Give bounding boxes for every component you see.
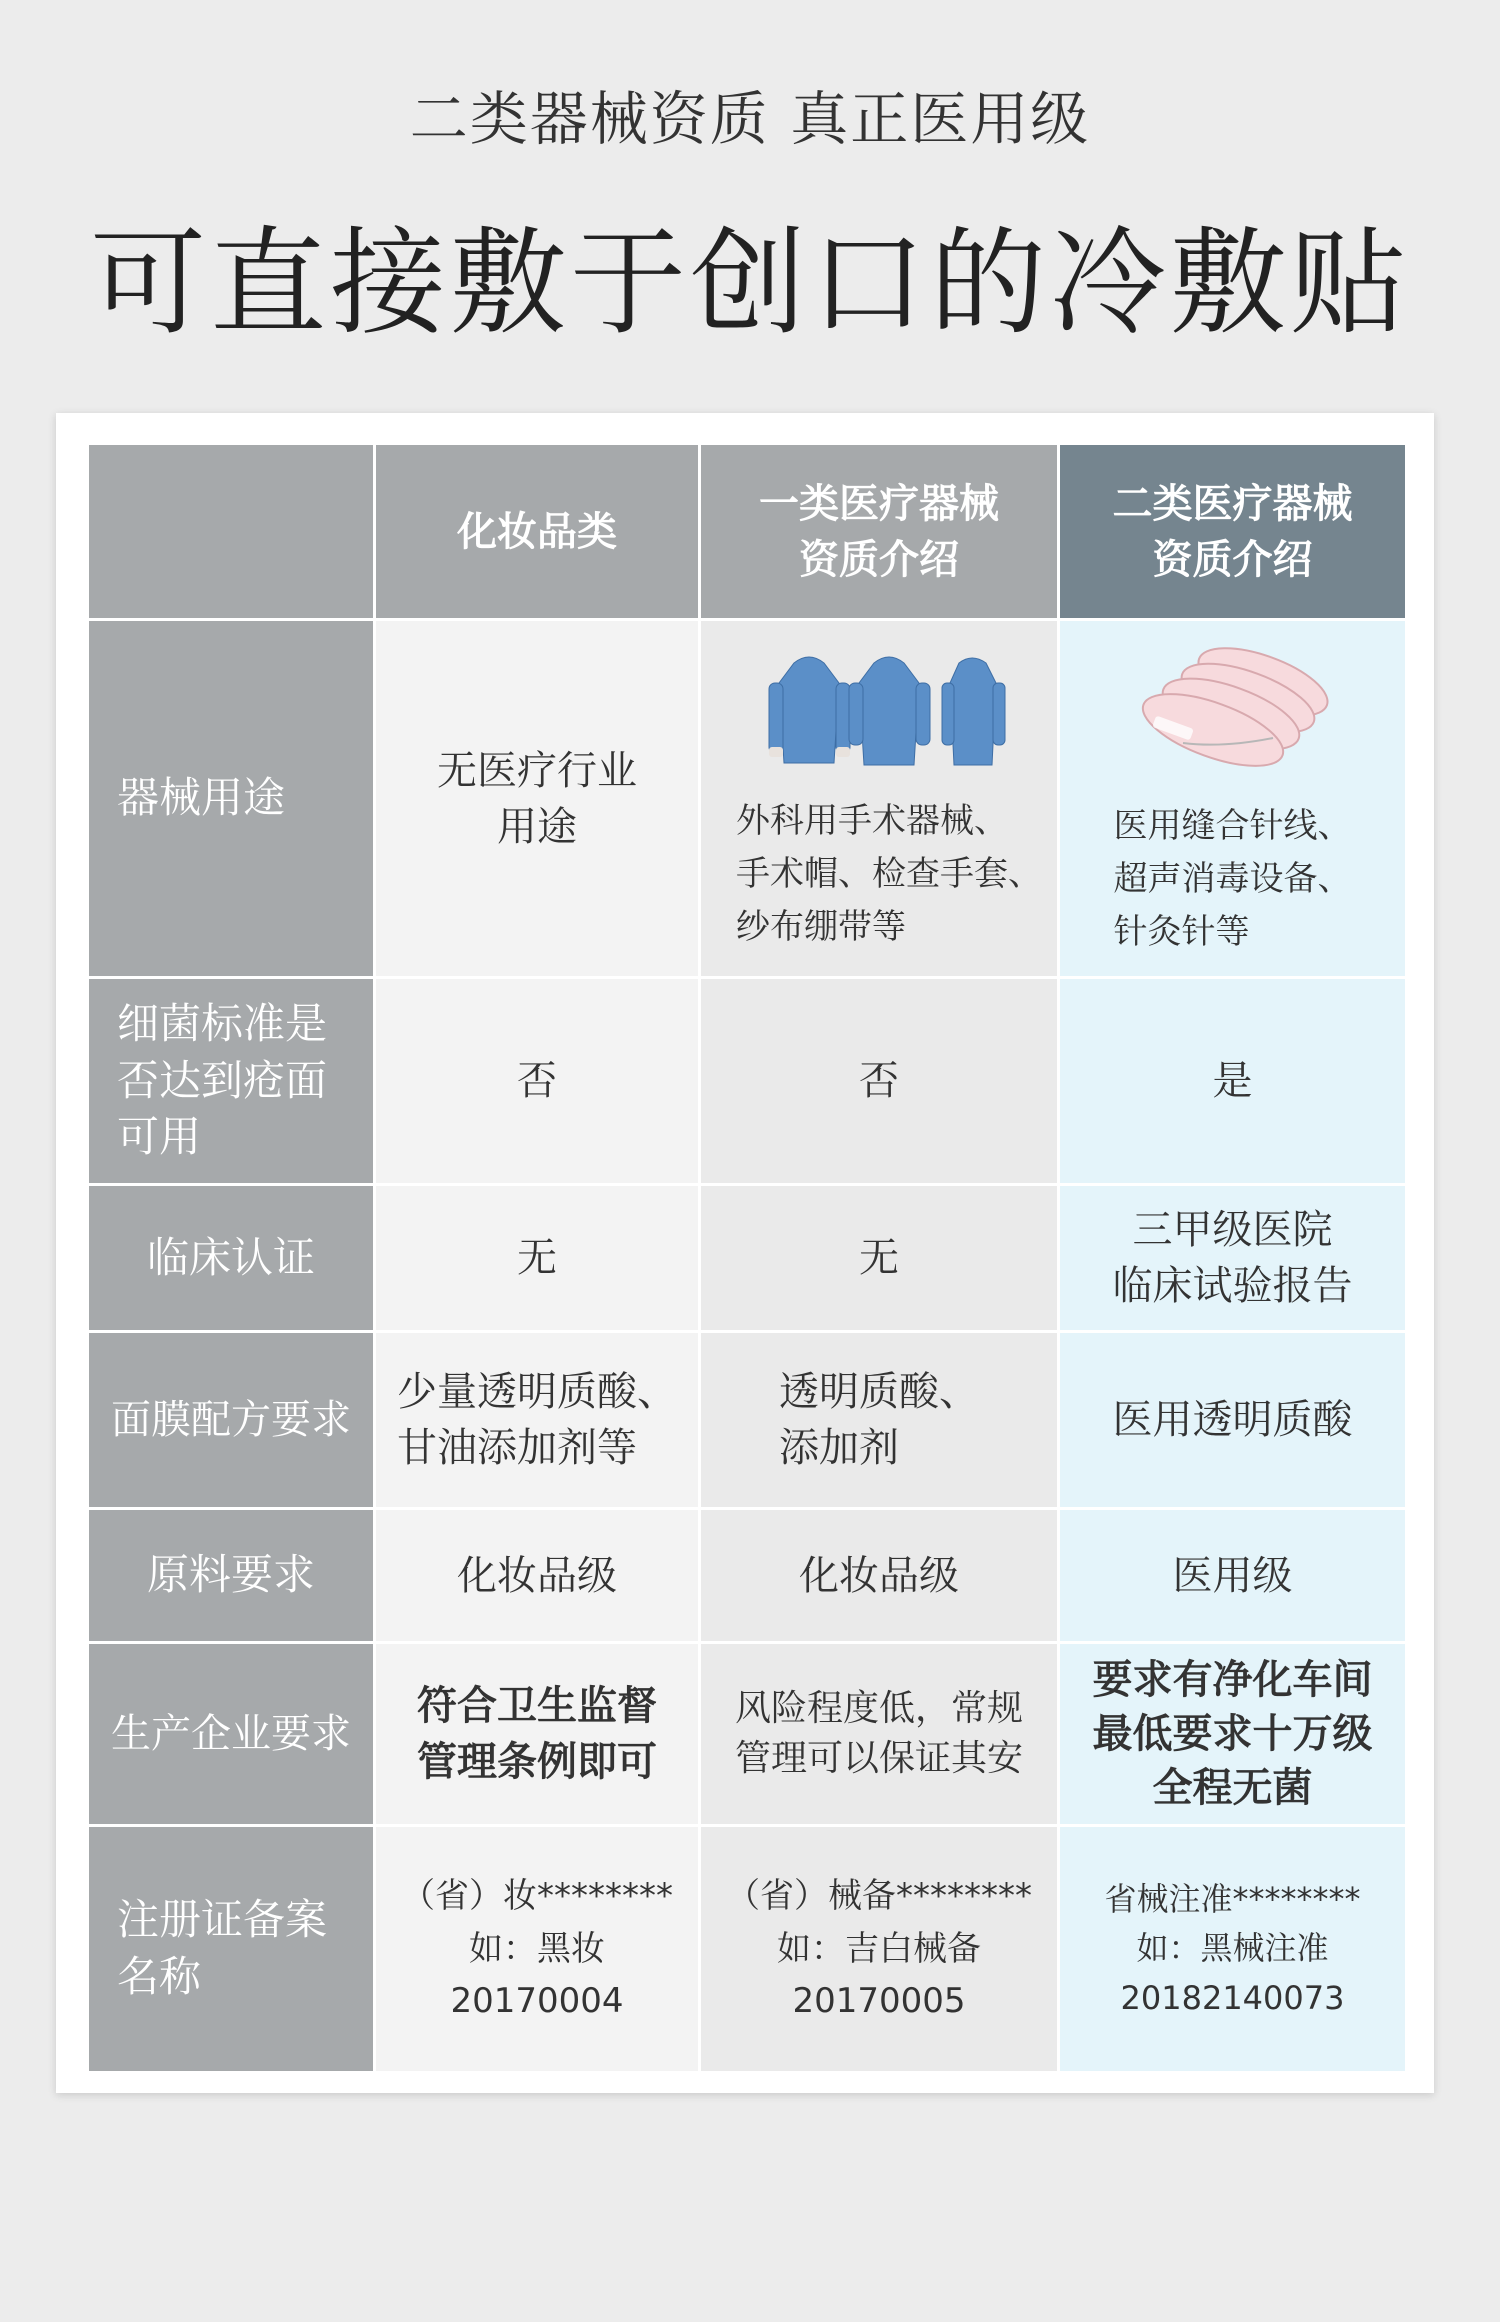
cell-material-class2 [1060, 1510, 1405, 1641]
row-label-clinical [89, 1186, 373, 1330]
cell-formula-class1 [701, 1333, 1057, 1507]
cell-clinical-cosmetics [376, 1186, 698, 1330]
cell-manufacturer-cosmetics [376, 1644, 698, 1824]
cell-text: 要求有净化车间 最低要求十万级 全程无菌 [1092, 1657, 1373, 1811]
cell-text: （省）械备******** 如：吉白械备 20170005 [726, 1875, 1032, 2022]
header-label: 化妆品类 [457, 508, 617, 555]
cell-formula-cosmetics [376, 1333, 698, 1507]
row-label-material [89, 1510, 373, 1641]
cell-manufacturer-class2 [1060, 1644, 1405, 1824]
row-label: 面膜配方要求 [111, 1397, 351, 1443]
cell-manufacturer-class1 [701, 1644, 1057, 1824]
row-label: 临床认证 [146, 1232, 315, 1282]
cell-formula-class2 [1060, 1333, 1405, 1507]
cell-bacteria-class2 [1060, 979, 1405, 1183]
row-label: 生产企业要求 [111, 1711, 351, 1757]
cell-registration-cosmetics [376, 1827, 698, 2071]
cell-text: 化妆品级 [799, 1552, 959, 1599]
surgical-gown-icon [764, 643, 1014, 777]
header-class1 [701, 445, 1057, 618]
cell-text: 否 [517, 1058, 557, 1104]
subtitle: 二类器械资质 真正医用级 [409, 85, 1091, 153]
cell-bacteria-cosmetics [376, 979, 698, 1183]
cell-bacteria-class1 [701, 979, 1057, 1183]
cell-clinical-class1 [701, 1186, 1057, 1330]
cell-text: 透明质酸、 添加剂 [779, 1369, 979, 1471]
cell-text: 医用级 [1172, 1552, 1293, 1599]
row-label: 器械用途 [117, 773, 286, 823]
cell-text: 否 [859, 1058, 899, 1104]
cell-text: 三甲级医院 临床试验报告 [1112, 1207, 1353, 1309]
cell-usage-cosmetics [376, 621, 698, 976]
cell-text: 少量透明质酸、 甘油添加剂等 [397, 1369, 677, 1471]
row-label-usage [89, 621, 373, 976]
row-label-bacteria [89, 979, 373, 1183]
cell-text: 无 [517, 1235, 557, 1281]
cell-text: 风险程度低，常规 管理可以保证其安 [734, 1687, 1023, 1779]
row-label: 细菌标准是 否达到疮面 可用 [117, 998, 328, 1162]
cell-text: 是 [1212, 1058, 1253, 1104]
header-cosmetics [376, 445, 698, 618]
cell-text: 化妆品级 [457, 1552, 617, 1599]
header-class2 [1060, 445, 1405, 618]
header-label: 二类医疗器械 资质介绍 [1112, 480, 1353, 583]
cell-clinical-class2 [1060, 1186, 1405, 1330]
cell-text: 医用缝合针线、 超声消毒设备、 针灸针等 [1113, 806, 1352, 952]
header-label: 一类医疗器械 资质介绍 [759, 480, 999, 583]
cell-usage-class2 [1060, 621, 1405, 976]
cell-registration-class2 [1060, 1827, 1405, 2071]
row-label-registration [89, 1827, 373, 2071]
cell-text: （省）妆******** 如：黑妆 20170004 [401, 1875, 673, 2022]
suture-packs-icon [1113, 638, 1353, 782]
cell-text: 外科用手术器械、 手术帽、检查手套、 纱布绷带等 [736, 801, 1042, 947]
cell-material-cosmetics [376, 1510, 698, 1641]
comparison-table [89, 445, 1405, 2071]
row-label: 原料要求 [146, 1550, 315, 1600]
cell-text: 符合卫生监督 管理条例即可 [417, 1683, 657, 1785]
cell-material-class1 [701, 1510, 1057, 1641]
header-corner [89, 445, 373, 618]
row-label: 注册证备案 名称 [117, 1895, 328, 2001]
cell-registration-class1 [701, 1827, 1057, 2071]
row-label-manufacturer [89, 1644, 373, 1824]
cell-usage-class1 [701, 621, 1057, 976]
cell-text: 无 [859, 1235, 899, 1281]
cell-text: 省械注准******** 如：黑械注准 20182140073 [1104, 1879, 1361, 2017]
page-title: 可直接敷于创口的冷敷贴 [90, 216, 1410, 351]
cell-text: 医用透明质酸 [1112, 1397, 1353, 1443]
row-label-formula [89, 1333, 373, 1507]
cell-text: 无医疗行业 用途 [437, 747, 637, 850]
